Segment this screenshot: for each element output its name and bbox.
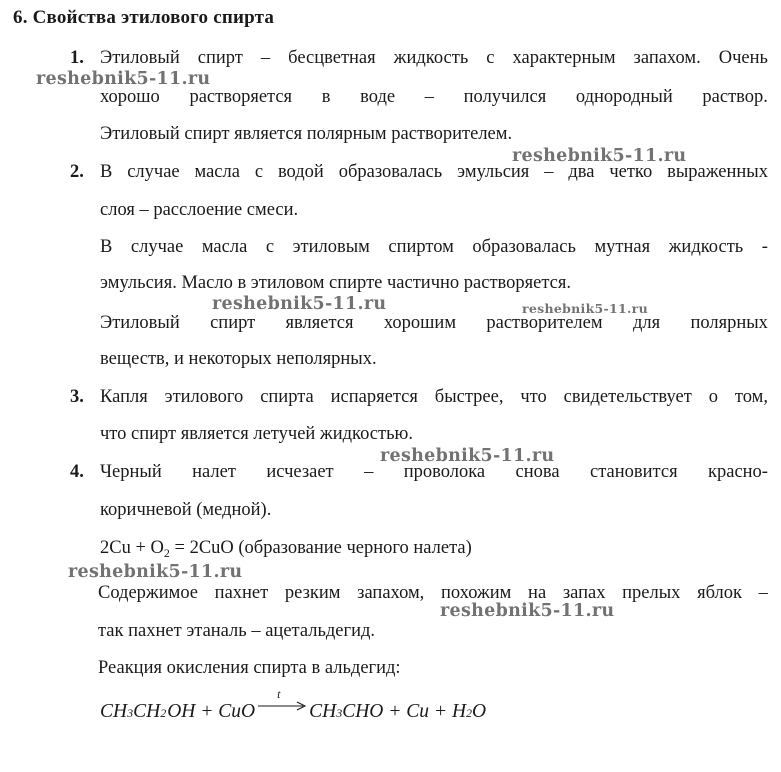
- item-number: 3.: [70, 387, 84, 407]
- paragraph-line: эмульсия. Масло в этиловом спирте частично растворяется.: [100, 273, 572, 293]
- watermark: reshebnik5-11.ru: [522, 301, 648, 316]
- arrow-label: t: [277, 687, 281, 701]
- paragraph-line: коричневой (медной).: [100, 500, 272, 520]
- reaction-formula: CH 3 CH 2 OH + CuO t CH 3 CHO + Cu + H 2 O: [100, 687, 487, 722]
- paragraph-line: слоя – расслоение смеси.: [100, 200, 299, 220]
- paragraph-line: веществ, и некоторых неполярных.: [100, 349, 377, 369]
- paragraph-line: хорошо растворяется в воде – получился однородный раствор.: [100, 87, 768, 107]
- paragraph-line: Этиловый спирт является хорошим растворителем для полярных: [100, 313, 768, 333]
- section-heading: 6. Свойства этилового спирта: [13, 7, 275, 28]
- paragraph-line: что спирт является летучей жидкостью.: [100, 424, 413, 444]
- paragraph-line: Содержимое пахнет резким запахом, похожим на запах прелых яблок –: [98, 583, 768, 603]
- paragraph-line: В случае масла с этиловым спиртом образовалась мутная жидкость -: [100, 237, 768, 257]
- paragraph-line: Капля этилового спирта испаряется быстрее, что свидетельствует о том,: [100, 387, 768, 407]
- watermark: reshebnik5-11.ru: [36, 69, 211, 89]
- paragraph-line: Реакция окисления спирта в альдегид:: [98, 658, 401, 678]
- paragraph-line: так пахнет этаналь – ацетальдегид.: [98, 621, 376, 641]
- watermark: reshebnik5-11.ru: [68, 562, 243, 582]
- paragraph-line: Черный налет исчезает – проволока снова становится красно-: [100, 462, 768, 482]
- paragraph-line: В случае масла с водой образовалась эмульсия – два четко выраженных: [100, 162, 768, 182]
- watermark: reshebnik5-11.ru: [512, 146, 687, 166]
- paragraph-line: Этиловый спирт – бесцветная жидкость с характерным запахом. Очень: [100, 48, 768, 68]
- item-number: 4.: [70, 462, 84, 482]
- item-number: 2.: [70, 162, 84, 182]
- item-number: 1.: [70, 48, 84, 68]
- reaction-arrow-icon: [257, 687, 307, 717]
- watermark: reshebnik5-11.ru: [212, 294, 387, 314]
- paragraph-line: Этиловый спирт является полярным растворителем.: [100, 124, 513, 144]
- watermark: reshebnik5-11.ru: [440, 601, 615, 621]
- equation-line: $2Cu + O_2 = 2CuO$ (образование черного налета): [100, 538, 472, 560]
- watermark: reshebnik5-11.ru: [380, 446, 555, 466]
